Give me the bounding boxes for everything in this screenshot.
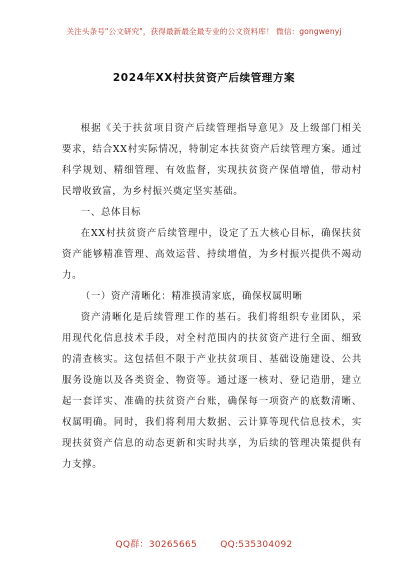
- section-paragraph: 在XX村扶贫资产后续管理中，设定了五大核心目标，确保扶贫资产能够精准管理、高效运营、持续增值，为乡村振兴提供不竭动力。: [62, 228, 362, 281]
- intro-paragraph: 根据《关于扶贫项目资产后续管理指导意见》及上级部门相关要求，结合XX村实际情况，特制定本扶贫资产后续管理方案。通过科学规划、精细管理、有效监督，实现扶贫资产保值增值，带动村民增收致富，为乡村振兴奠定坚实基础。: [62, 123, 362, 197]
- header-promo-note: 关注头条号"公文研究"，获得最新最全最专业的公文资料库！ 微信：gongwenyj: [66, 27, 342, 36]
- footer-qq: QQ:535304092: [220, 540, 293, 550]
- document-body: [62, 118, 362, 475]
- footer-qq-group: QQ群：30265665: [115, 540, 198, 550]
- section-heading: 一、总体目标: [80, 207, 142, 218]
- footer-contact: [0, 537, 408, 550]
- subsection-paragraph: 资产清晰化是后续管理工作的基石。我们将组织专业团队，采用现代化信息技术手段，对全村范围内的扶贫资产进行全面、细致的清查核实。这包括但不限于产业扶贫项目、基础设施建设、公共服务设施以及各类资金、物资等。通过逐一核对、登记造册，建立起一套详实、准确的扶贫资产台账，确保每一项资产的底数清晰、权属明确。同时，我们将利用大数据、云计算等现代信息技术，实现扶贫资产信息的动态更新和实时共享，为后续的管理决策提供有力支撑。: [62, 312, 362, 470]
- document-title: 2024年XX村扶贫资产后续管理方案: [112, 72, 296, 84]
- subsection-heading: （一）资产清晰化：精准摸清家底，确保权属明晰: [80, 291, 303, 302]
